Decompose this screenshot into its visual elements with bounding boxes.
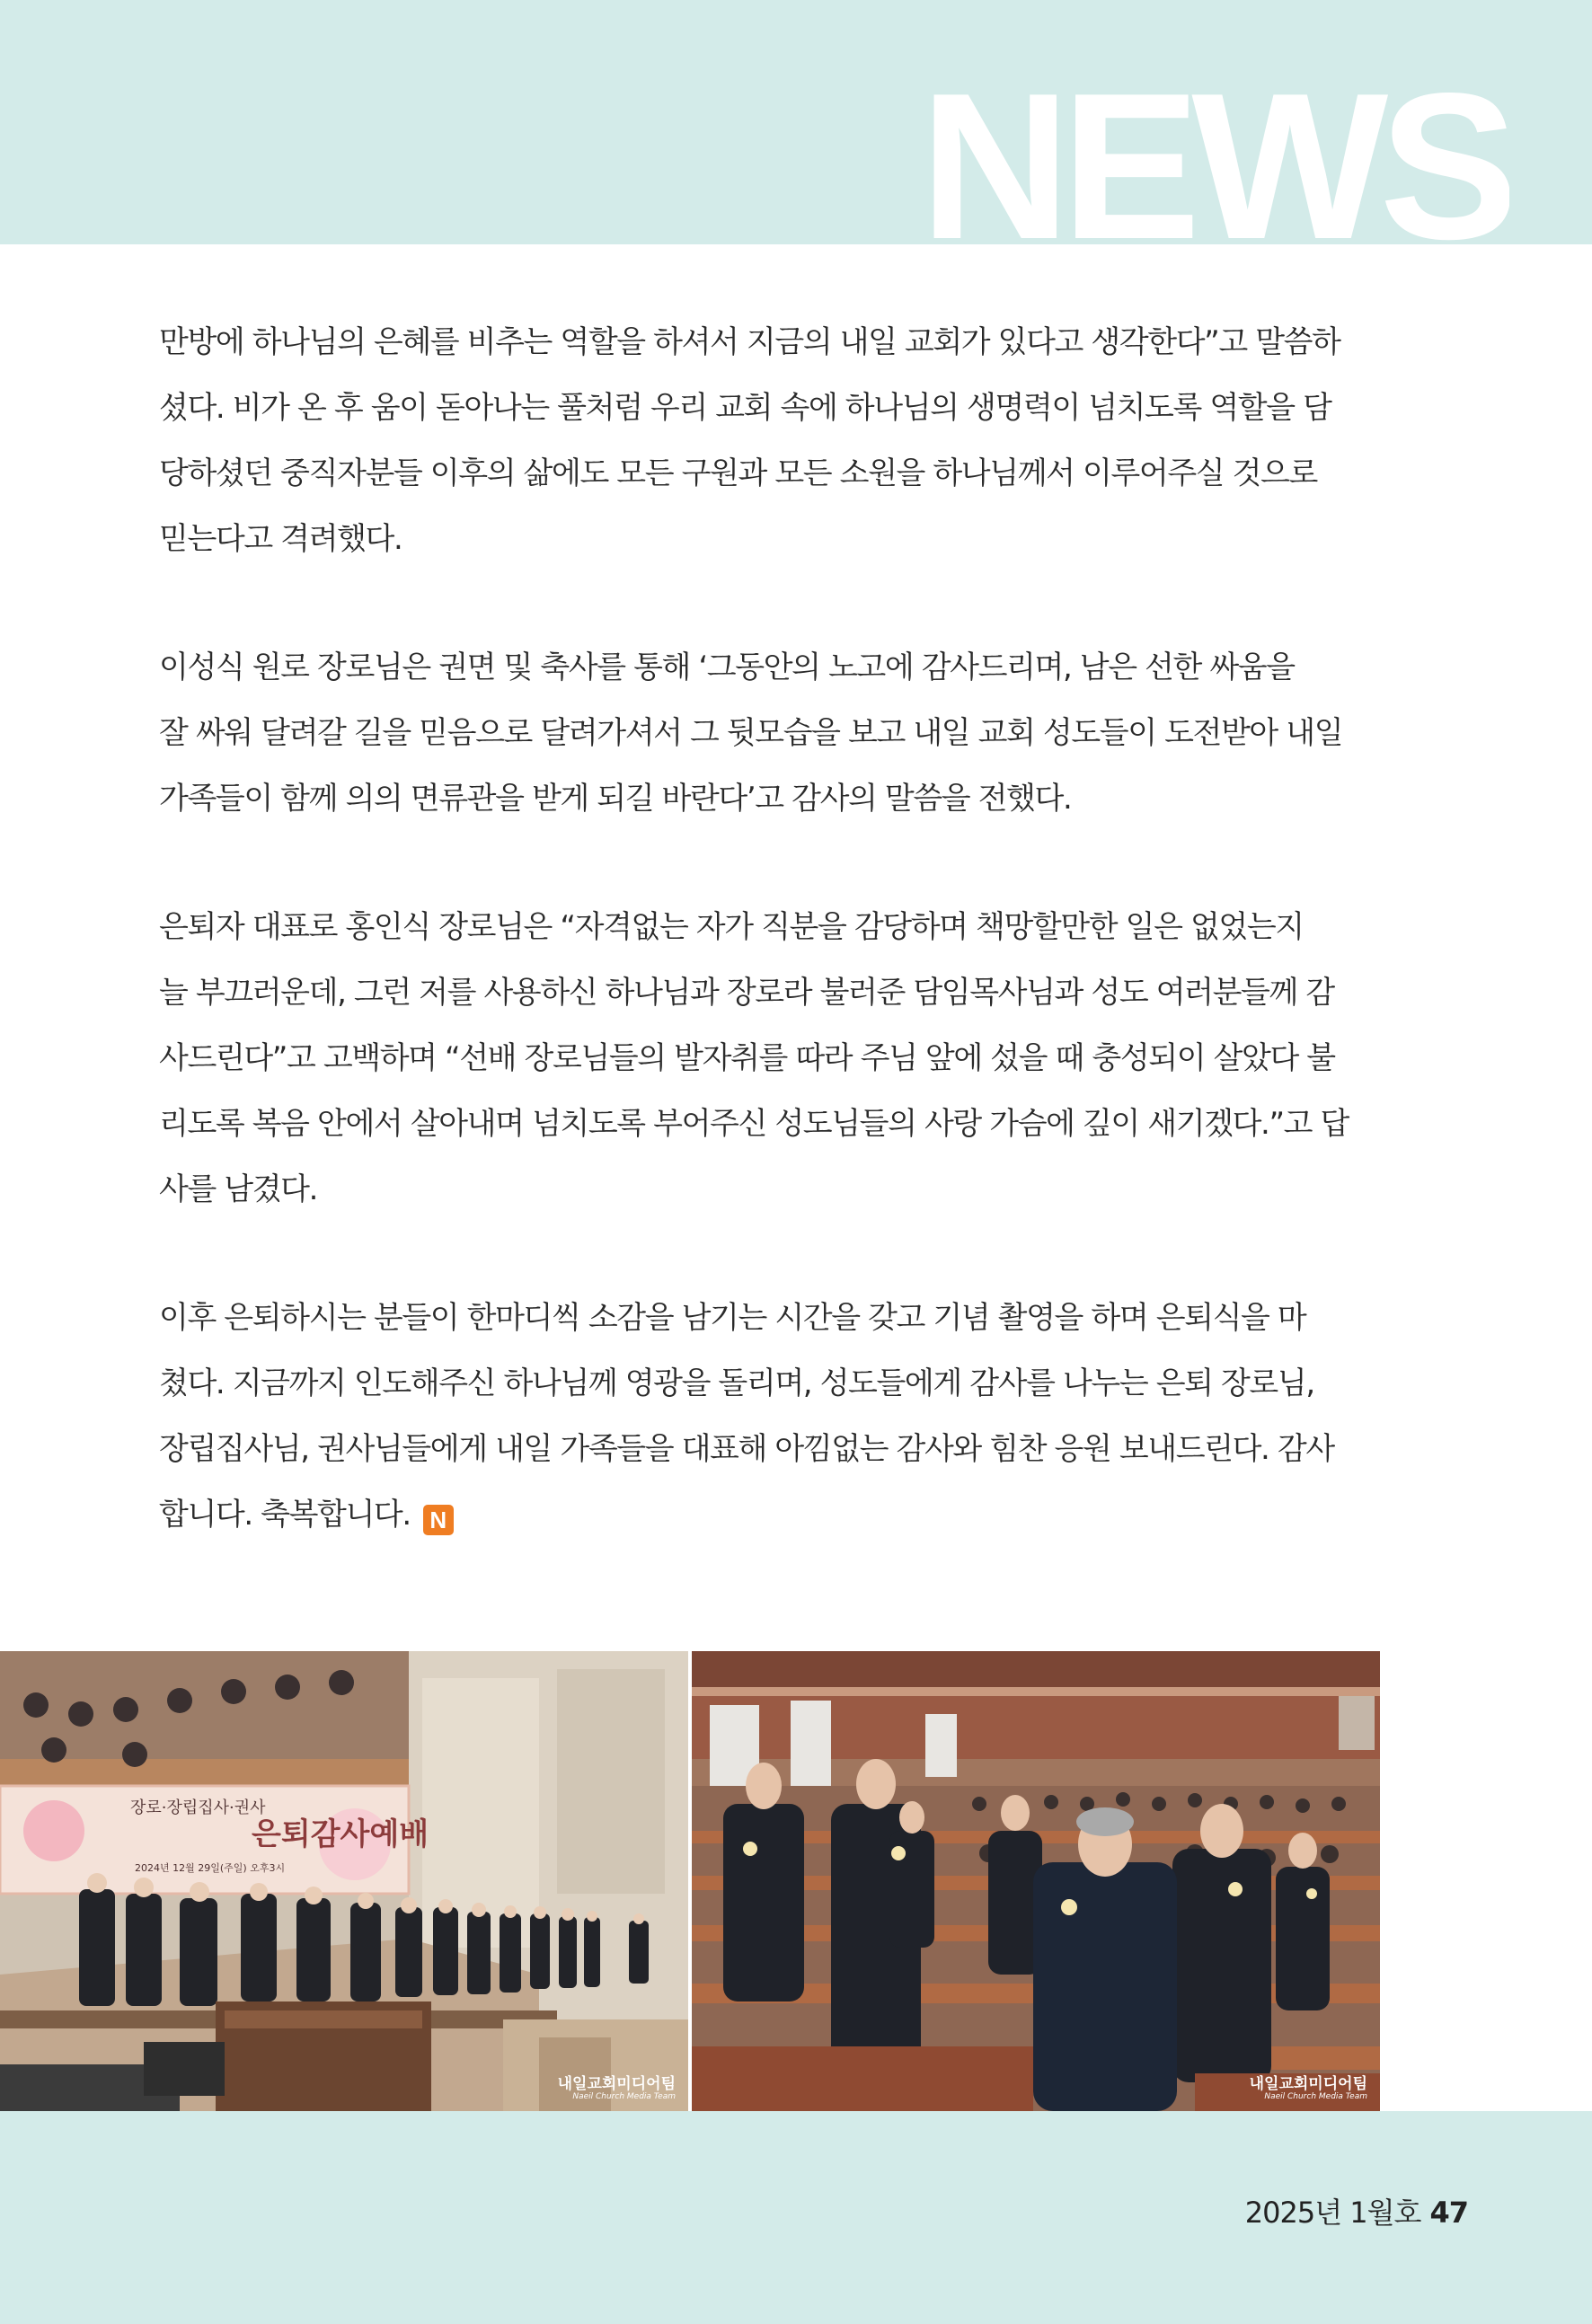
photo-watermark-right: 내일교회미디어팀 Naeil Church Media Team (1249, 2075, 1367, 2102)
page-number: 47 (1429, 2196, 1468, 2230)
ceremony-stage-photo (0, 1651, 688, 2111)
banner-small-text: 장로·장립집사·권사 (130, 1798, 266, 1817)
issue-label: 2025년 1월호 (1244, 2196, 1421, 2230)
header-band (0, 0, 1592, 244)
paragraph-1: 만방에 하나님의 은혜를 비추는 역할을 하셔서 지금의 내일 교회가 있다고 생각한다”고 말씀하 셨다. 비가 온 후 움이 돋아나는 풀처럼 우리 교회 속에 하나님의 생명력이 넘치도록 역할을 담 당하셨던 중직자분들 이후의 삶에도 모든 구원과 모든 소원을 하나님께서 이루어주실 것으로 믿는다고 격려했다. (159, 324, 1340, 557)
banner-date-text: 2024년 12월 29일(주일) 오후3시 (135, 1862, 286, 1874)
section-title: NEWS (920, 63, 1509, 244)
end-mark-icon: N (423, 1505, 454, 1535)
paragraph-3: 은퇴자 대표로 홍인식 장로님은 “자격없는 자가 직분을 감당하며 책망할만한 일은 없었는지 늘 부끄러운데, 그런 저를 사용하신 하나님과 장로라 불러준 담임목사님과 성도 여러분들께 감 사드린다”고 고백하며 “선배 장로님들의 발자취를 따라 주님 앞에 섰을 때 충성되이 살았다 불 리도록 복음 안에서 살아내며 넘치도록 부어주신 성도님들의 사랑 가슴에 깊이 새기겠다.”고 답 사를 남겼다. (159, 909, 1349, 1207)
photo-strip (0, 1651, 1380, 2111)
banner-large-text: 은퇴감사예배 (252, 1816, 429, 1852)
paragraph-4-text: 이후 은퇴하시는 분들이 한마디씩 소감을 남기는 시간을 갖고 기념 촬영을 하며 은퇴식을 마 쳤다. 지금까지 인도해주신 하나님께 영광을 돌리며, 성도들에게 감사를 나누는 은퇴 장로님, 장립집사님, 권사님들에게 내일 가족들을 대표해 아낌없는 감사와 힘찬 응원 보내드린다. 감사 합니다. 축복합니다. (159, 1300, 1334, 1533)
page-footer (1245, 2190, 1468, 2231)
congregation-photo (692, 1651, 1380, 2111)
article-body (159, 310, 1381, 1611)
photo-watermark-left: 내일교회미디어팀 Naeil Church Media Team (557, 2075, 676, 2102)
paragraph-2: 이성식 원로 장로님은 권면 및 축사를 통해 ‘그동안의 노고에 감사드리며, 남은 선한 싸움을 잘 싸워 달려갈 길을 믿음으로 달려가셔서 그 뒷모습을 보고 내일 교회 성도들이 도전받아 내일 가족들이 함께 의의 면류관을 받게 되길 바란다’고 감사의 말씀을 전했다. (159, 649, 1343, 817)
paragraph-4 (159, 1286, 1381, 1548)
